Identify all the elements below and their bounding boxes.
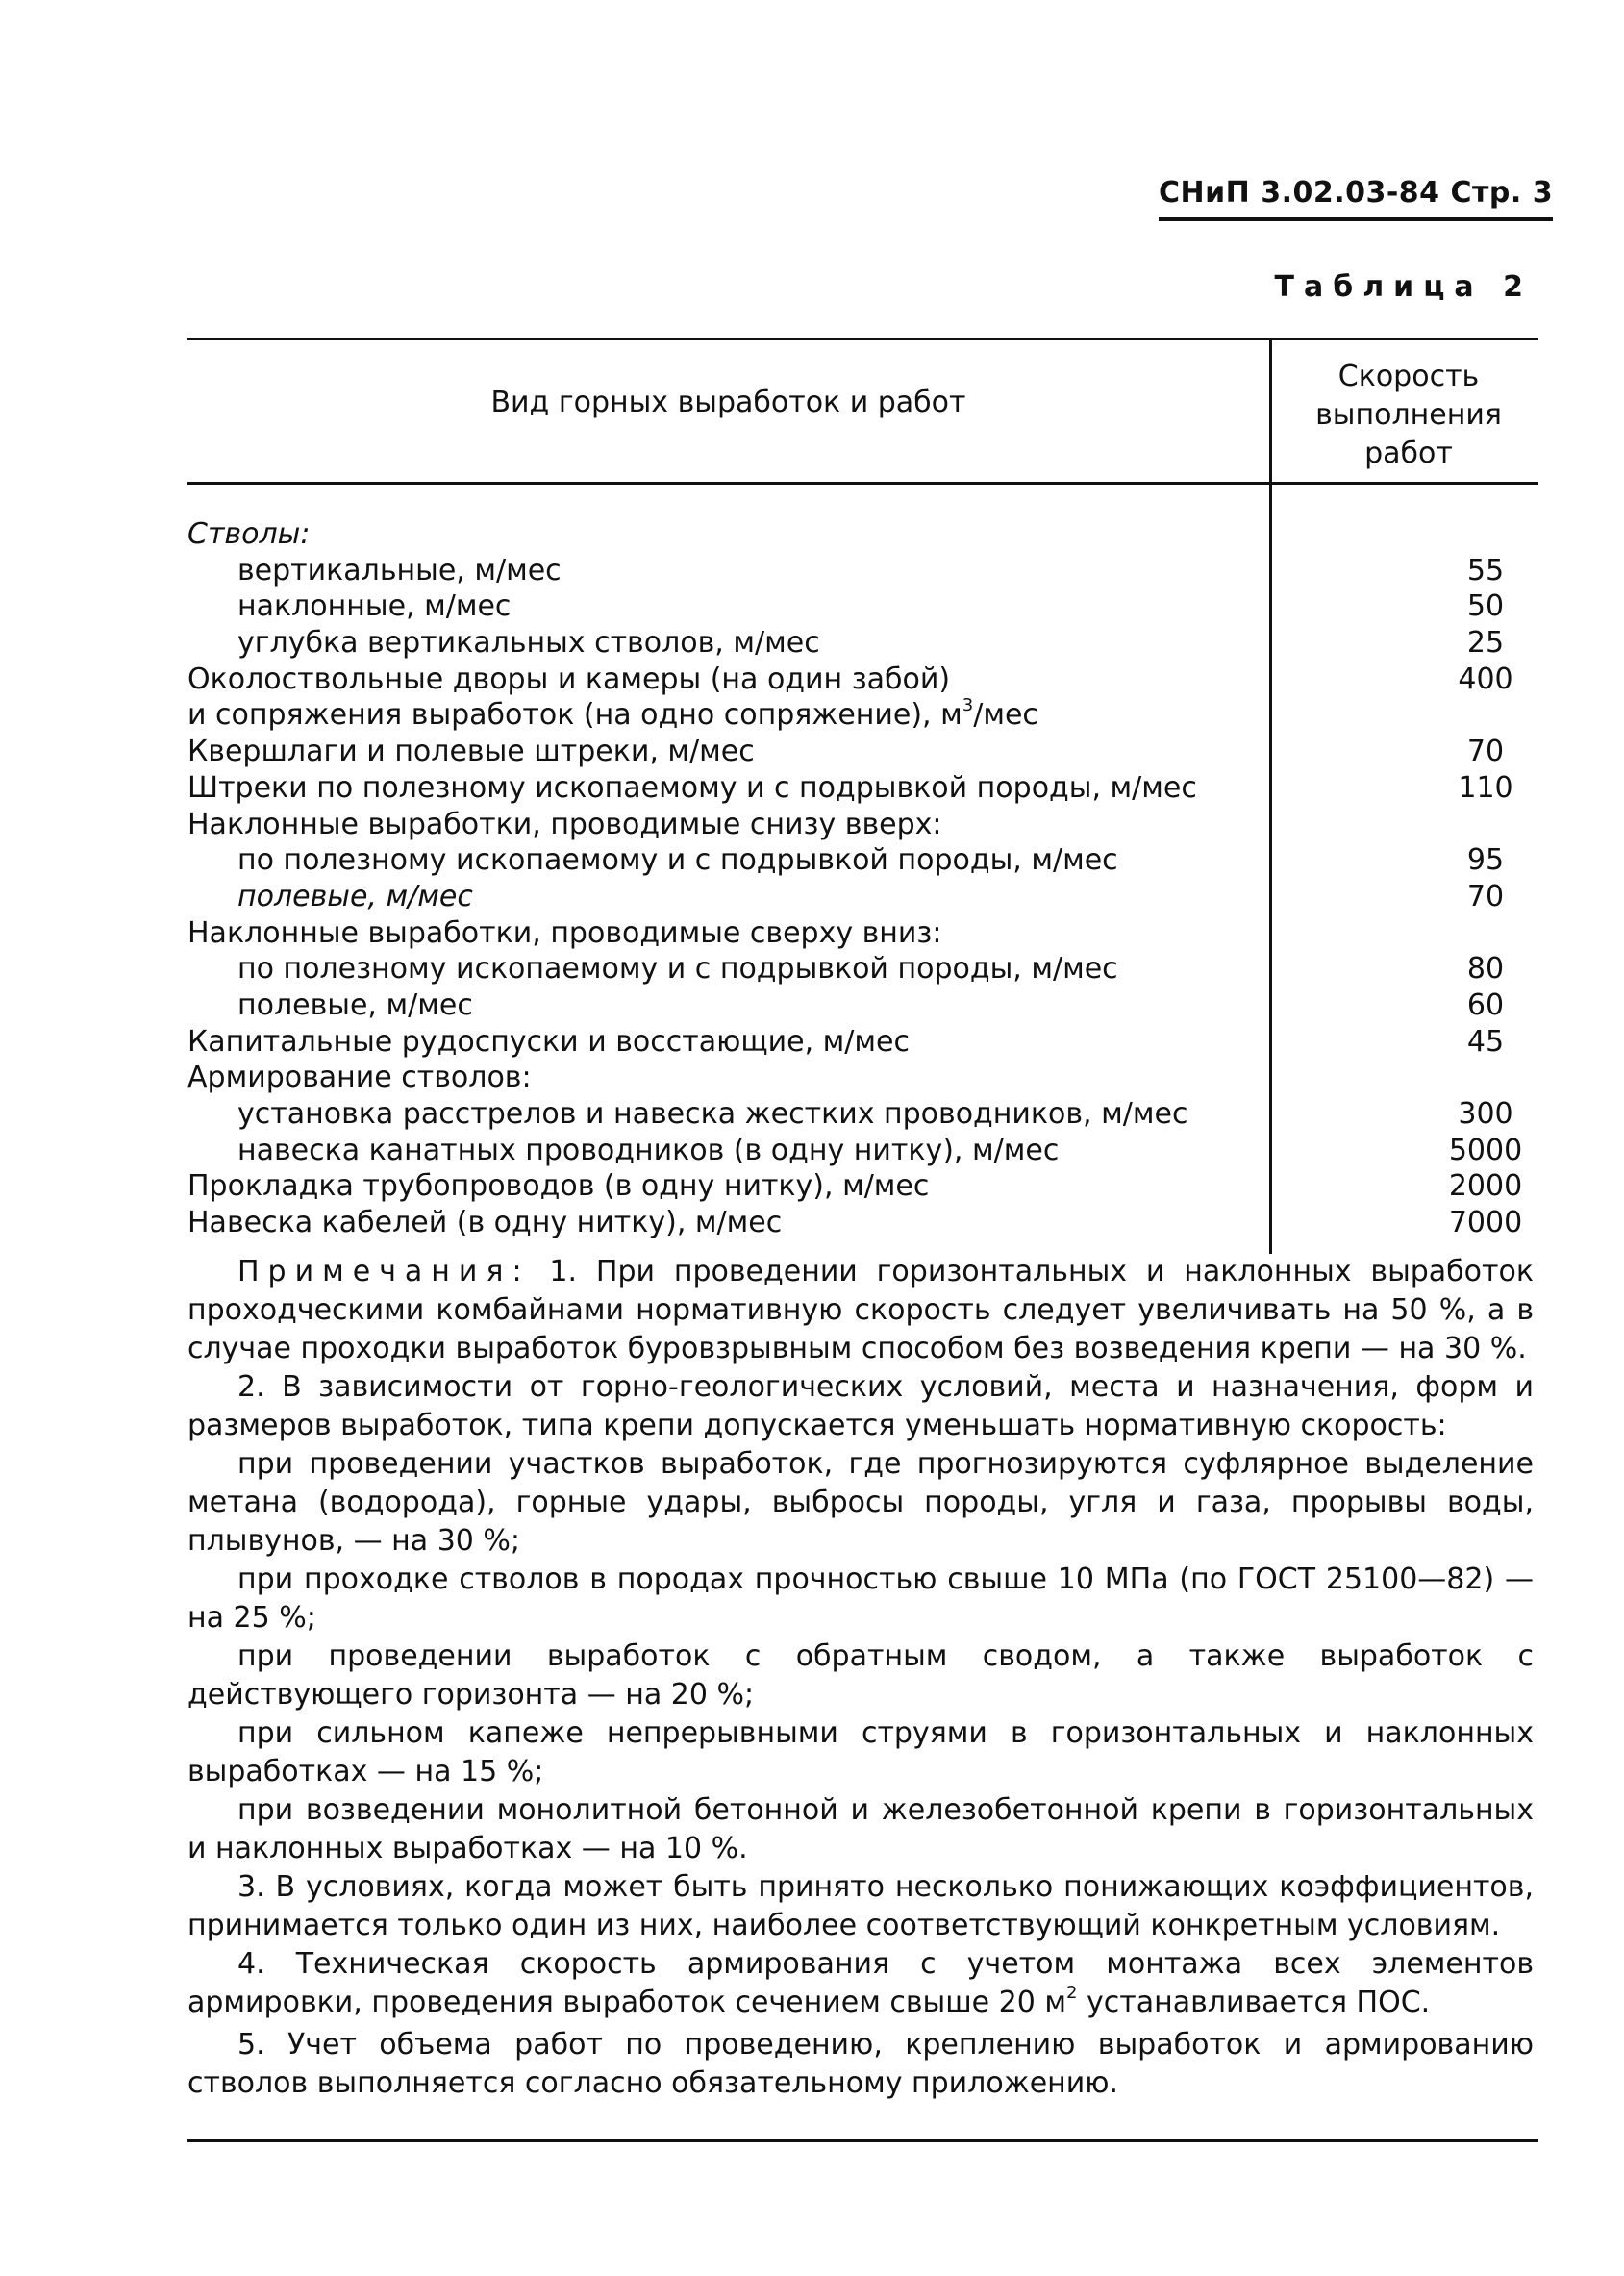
row-label — [237, 879, 473, 915]
row-label-text: Прокладка трубопроводов (в одну нитку), м/мес — [187, 1169, 930, 1204]
row-label-text: по полезному ископаемому и с подрывкой породы, м/мес — [237, 952, 1118, 987]
column-header-work-type: Вид горных выработок и работ — [490, 386, 966, 419]
row-label — [187, 697, 1038, 738]
row-label-text: Капитальные рудоспуски и восстающие, м/мес — [187, 1024, 910, 1059]
row-value: 110 — [1458, 770, 1513, 805]
note-1 — [187, 1253, 1534, 1368]
note-2: 2. В зависимости от горно-геологических условий, места и назначения, форм и размеров выработок, типа крепи допускается уменьшать нормативную скорость: — [187, 1370, 1534, 1442]
table-row — [187, 1096, 1513, 1133]
table-header-rule — [187, 482, 1538, 485]
row-label — [237, 988, 473, 1024]
row-value: 25 — [1466, 626, 1505, 661]
row-label-text: углубка вертикальных стволов, м/мес — [237, 626, 820, 661]
row-label-text: и сопряжения выработок (на одно сопряжение), м — [187, 698, 962, 733]
row-value: 400 — [1458, 662, 1513, 696]
row-value: 70 — [1466, 735, 1505, 769]
table-row — [187, 625, 1505, 662]
note-4-superscript: 2 — [1066, 1983, 1078, 2003]
row-value: 7000 — [1448, 1206, 1523, 1240]
row-label-text: по полезному ископаемому и с подрывкой породы, м/мес — [237, 843, 1118, 878]
row-label — [237, 1133, 1059, 1169]
table-top-rule — [187, 338, 1538, 340]
row-label — [237, 1096, 1187, 1133]
note-1-text: 1. При проведении горизонтальных и наклонных выработок проходческими комбайнами нормативную скорость следует увеличивать на 50 %, а в случае проходки выработок буровзрывным способом без возведения крепи — на 30 %. — [187, 1255, 1534, 1365]
table-row — [187, 553, 1505, 589]
row-value: 300 — [1458, 1097, 1513, 1131]
row-label — [237, 553, 562, 589]
row-label — [187, 807, 941, 843]
table-row — [187, 770, 1513, 807]
column-header-speed-line-3: работ — [1364, 437, 1453, 470]
note-2-item-a: при проведении участков выработок, где прогнозируются суфлярное выделение метана (водорода), горные удары, выбросы породы, угля и газа, прорывы воды, плывунов, — на 30 %; — [187, 1447, 1534, 1558]
table-row — [187, 1205, 1523, 1241]
table-row — [187, 662, 1513, 698]
row-label-text: Армирование стволов: — [187, 1061, 532, 1095]
notes-section — [187, 1253, 1534, 2103]
row-label — [187, 662, 950, 698]
row-label — [187, 516, 310, 553]
note-2-item-b: при проходке стволов в породах прочностью свыше 10 МПа (по ГОСТ 25100—82) — на 25 %; — [187, 1563, 1534, 1635]
row-label-text: Навеска кабелей (в одну нитку), м/мес — [187, 1206, 783, 1240]
row-label-superscript: 3 — [962, 695, 974, 716]
table-row — [187, 734, 1505, 770]
column-header-speed-line-2: выполнения — [1315, 398, 1502, 432]
row-value: 60 — [1466, 988, 1505, 1022]
row-label-text: Наклонные выработки, проводимые снизу вверх: — [187, 807, 942, 841]
row-label — [187, 734, 755, 770]
row-label-suffix: /мес — [973, 698, 1038, 733]
column-header-speed-line-1: Скорость — [1337, 360, 1480, 393]
row-label-text: Околоствольные дворы и камеры (на один забой) — [187, 662, 951, 696]
table-row — [187, 951, 1505, 988]
row-label-text: Наклонные выработки, проводимые сверху вниз: — [187, 915, 942, 950]
row-label-text: вертикальные, м/мес — [237, 553, 562, 588]
row-value: 45 — [1466, 1024, 1505, 1059]
table-row — [187, 1168, 1523, 1205]
row-value: 50 — [1466, 589, 1505, 624]
row-label-text: Стволы: — [187, 517, 311, 551]
bottom-rule — [187, 2139, 1538, 2142]
table-row — [187, 879, 1505, 915]
notes-title: Примечания: — [237, 1255, 531, 1288]
note-3: 3. В условиях, когда может быть принято несколько понижающих коэффициентов, принимается только один из них, наиболее соответствующий конкретным условиям. — [187, 1870, 1534, 1942]
table-row — [187, 1060, 1466, 1096]
note-4-text: 4. Техническая скорость армирования с учетом монтажа всех элементов армировки, проведения выработок сечением свыше 20 м — [187, 1947, 1534, 2019]
table-row — [187, 1024, 1505, 1061]
row-label — [187, 1205, 782, 1241]
row-label-text: навеска канатных проводников (в одну нитку), м/мес — [237, 1133, 1060, 1167]
row-label — [187, 1024, 910, 1061]
row-value: 95 — [1466, 843, 1505, 878]
note-4-text-end: устанавливается ПОС. — [1077, 1986, 1431, 2019]
table-row — [187, 697, 1466, 734]
table-row — [187, 842, 1505, 879]
row-label — [187, 770, 1197, 807]
row-label — [237, 951, 1118, 988]
row-label — [187, 915, 941, 952]
note-5: 5. Учет объема работ по проведению, креплению выработок и армированию стволов выполняется согласно обязательному приложению. — [187, 2028, 1534, 2100]
table-row — [187, 915, 1466, 952]
row-label-text: наклонные, м/мес — [237, 589, 512, 624]
row-value: 55 — [1466, 553, 1505, 588]
table-row — [187, 516, 1466, 553]
note-4 — [187, 1945, 1534, 2026]
row-label-text: установка расстрелов и навеска жестких проводников, м/мес — [237, 1097, 1188, 1131]
row-label-text: полевые, м/мес — [237, 879, 473, 913]
table-caption: Таблица 2 — [1274, 270, 1533, 304]
row-label — [237, 625, 820, 662]
row-label — [237, 842, 1118, 879]
column-header-speed — [1274, 358, 1543, 473]
page-header-doc-ref: СНиП 3.02.03-84 Стр. 3 — [1159, 176, 1553, 221]
row-label — [187, 1168, 929, 1205]
note-2-item-d: при сильном капеже непрерывными струями в горизонтальных и наклонных выработках — на 15 %; — [187, 1716, 1534, 1788]
note-2-item-e: при возведении монолитной бетонной и железобетонной крепи в горизонтальных и наклонных выработках — на 10 %. — [187, 1793, 1534, 1865]
row-label — [237, 588, 511, 625]
row-label-text: полевые, м/мес — [237, 988, 473, 1022]
row-label — [187, 1060, 532, 1096]
table-row — [187, 588, 1505, 625]
row-value: 80 — [1466, 952, 1505, 987]
row-value: 5000 — [1448, 1133, 1523, 1167]
table-row — [187, 1133, 1523, 1169]
table-row — [187, 807, 1466, 843]
table-row — [187, 988, 1505, 1024]
row-label-text: Квершлаги и полевые штреки, м/мес — [187, 735, 755, 769]
note-2-item-c: при проведении выработок с обратным сводом, а также выработок с действующего горизонта — на 20 %; — [187, 1639, 1534, 1712]
row-label-text: Штреки по полезному ископаемому и с подрывкой породы, м/мес — [187, 770, 1197, 805]
row-value: 2000 — [1448, 1169, 1523, 1204]
table-body — [187, 516, 1523, 1241]
row-value: 70 — [1466, 879, 1505, 913]
